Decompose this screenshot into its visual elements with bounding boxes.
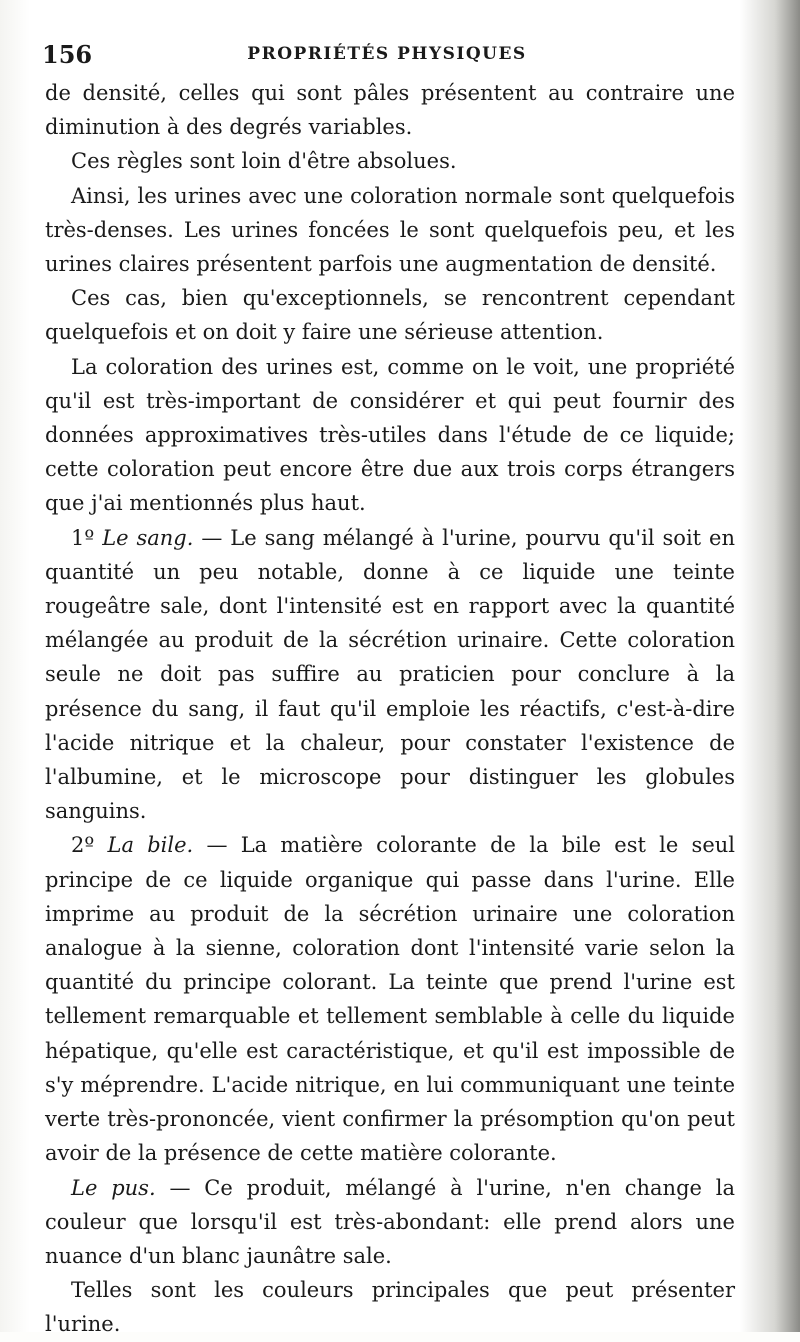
paragraph-bile [45,828,735,1170]
paragraph [45,350,735,521]
body-text [45,76,735,1342]
item-heading: Le sang. [102,525,194,550]
page-header [42,40,732,76]
paragraph [45,144,735,178]
paragraph-text: — Ce produit, mélangé à l'urine, n'en change la couleur que lorsqu'il est très-abondant: elle prend alors une nuance d'un blanc jaunâtre sale. [45,1175,736,1268]
paragraph [45,1273,735,1341]
paragraph-text: Telles sont les couleurs principales que peut présenter l'urine. [45,1278,735,1337]
paragraph-pus [45,1171,735,1274]
paragraph [45,281,735,349]
paragraph-text: La coloration des urines est, comme on le voit, une propriété qu'il est très-important de considérer et qui peut fournir des données approximatives très-utiles dans l'étude de ce liquide; cette coloration peut encore être due aux trois corps étrangers que j'ai mentionnés plus haut. [45,354,735,516]
item-heading: Le pus. [71,1175,156,1200]
running-head: PROPRIÉTÉS PHYSIQUES [247,44,527,64]
paragraph-text: de densité, celles qui sont pâles présentent au contraire une diminution à des degrés variables. [45,81,735,140]
item-heading: La bile. [107,833,194,858]
paragraph-text: Ainsi, les urines avec une coloration normale sont quelquefois très-denses. Les urines foncées le sont quelquefois peu, et les urines claires présentent parfois une augmentation de densité. [45,183,735,277]
item-number: 1º [71,525,95,550]
paragraph-text: Ces cas, bien qu'exceptionnels, se rencontrent cependant quelquefois et on doit y faire une sérieuse attention. [45,286,735,345]
paragraph-text: Ces règles sont loin d'être absolues. [71,149,457,174]
page-number: 156 [42,40,93,69]
item-number: 2º [71,833,95,858]
paragraph [45,179,735,282]
paragraph-text: — La matière colorante de la bile est le seul principe de ce liquide organique qui passe dans l'urine. Elle imprime au produit de la sécrétion urinaire une coloration analogue à la sienne, coloration dont l'intensité varie selon la quantité du principe colorant. La teinte que prend l'urine est tellement remarquable et tellement semblable à celle du liquide hépatique, qu'elle est caractéristique, et qu'il est impossible de s'y méprendre. L'acide nitrique, en lui communiquant une teinte verte très-prononcée, vient confirmer la présomption qu'on peut avoir de la présence de cette matière colorante. [45,833,735,1166]
paragraph-text: — Le sang mélangé à l'urine, pourvu qu'il soit en quantité un peu notable, donne à ce liquide une teinte rougeâtre sale, dont l'intensité est en rapport avec la quantité mélangée au produit de la sécrétion urinaire. Cette coloration seule ne doit pas suffire au praticien pour conclure à la présence du sang, il faut qu'il emploie les réactifs, c'est-à-dire l'acide nitrique et la chaleur, pour constater l'existence de l'albumine, et le microscope pour distinguer les globules sanguins. [45,525,735,824]
paragraph-blood [45,521,735,829]
paragraph [45,76,735,144]
